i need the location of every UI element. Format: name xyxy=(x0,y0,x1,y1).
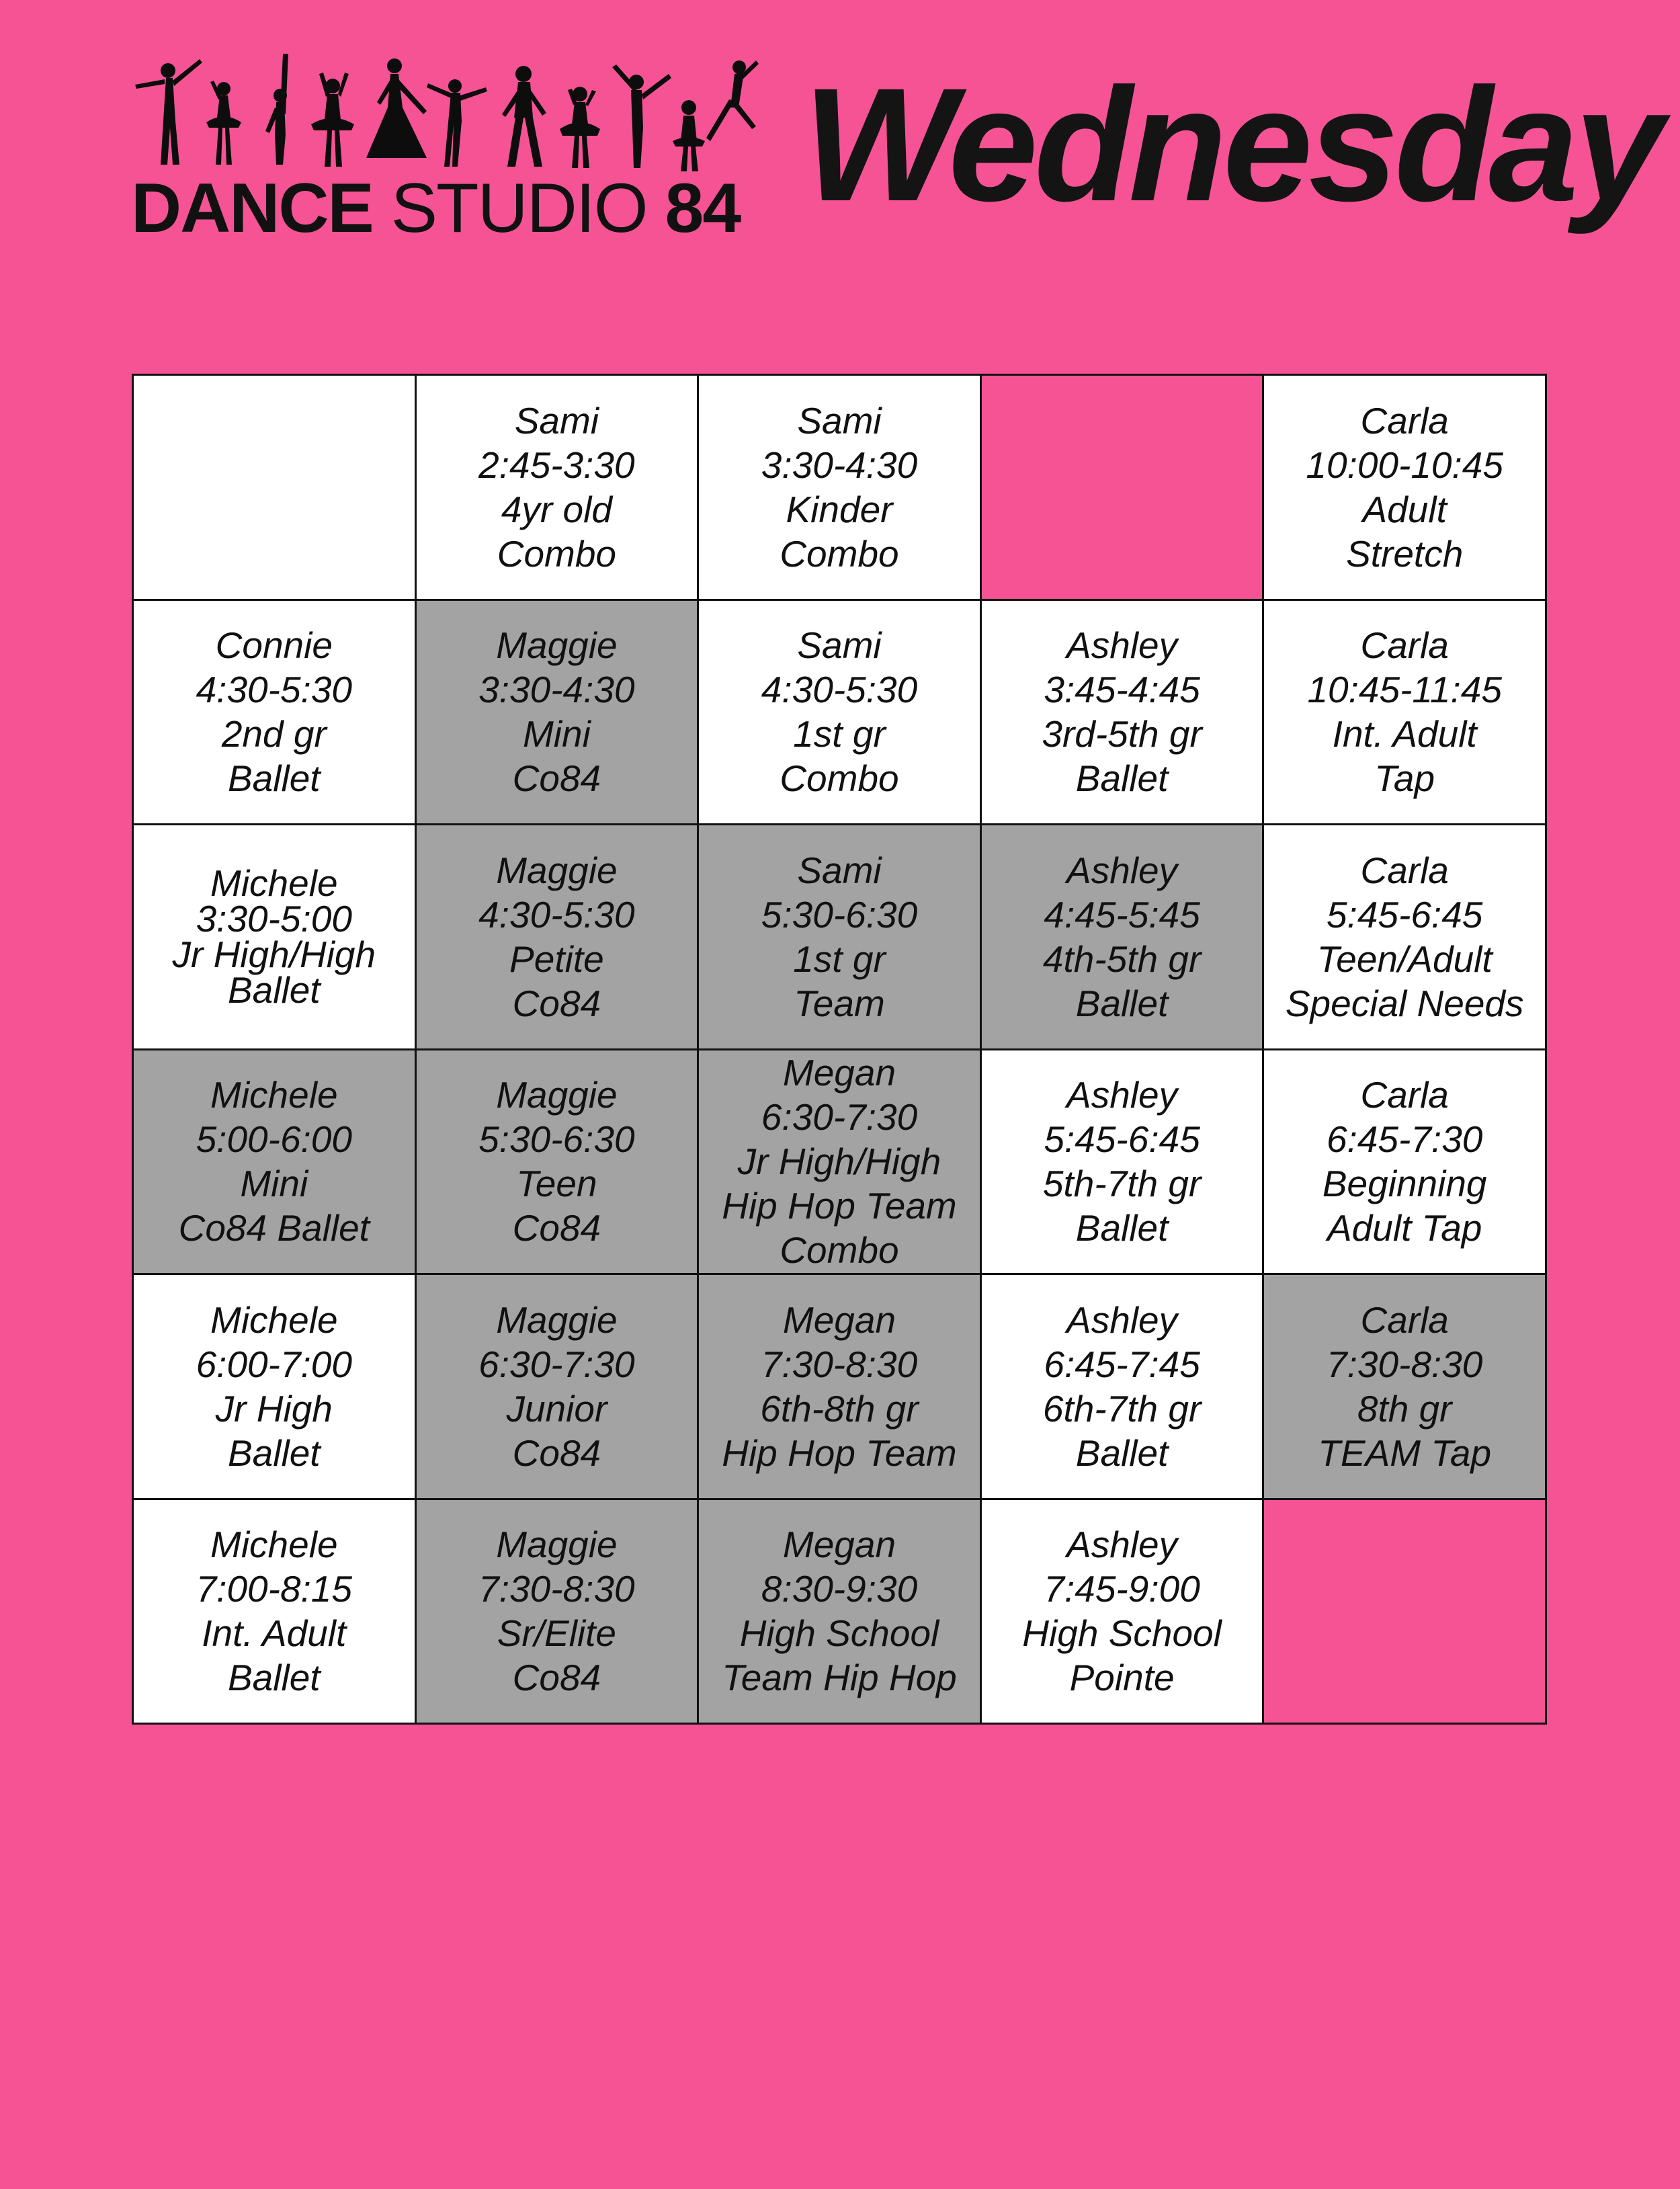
class-level: Teen/Adult xyxy=(1316,938,1493,980)
class-style: Tap xyxy=(1374,757,1435,800)
class-time: 3:30-5:00 xyxy=(196,897,352,940)
class-details xyxy=(722,1298,957,1475)
class-extra: Combo xyxy=(780,1229,899,1272)
class-level: Jr High xyxy=(215,1387,333,1430)
class-cell xyxy=(1264,1050,1547,1276)
class-details xyxy=(1043,848,1201,1026)
instructor-name: Michele xyxy=(210,1298,338,1341)
brand-name-bold: DANCE xyxy=(131,169,373,247)
dancer-silhouette xyxy=(560,87,600,168)
dancer-silhouette xyxy=(366,58,427,158)
class-details xyxy=(761,399,917,576)
class-style: Hip Hop Team xyxy=(722,1185,957,1227)
page-title-day: Wednesday xyxy=(803,54,1661,235)
instructor-name: Carla xyxy=(1360,624,1449,667)
class-style: Ballet xyxy=(1075,757,1169,800)
studio-logo xyxy=(131,47,759,247)
class-details xyxy=(172,862,376,1011)
dancer-silhouette xyxy=(311,73,354,167)
class-cell xyxy=(134,601,417,826)
class-style: Combo xyxy=(497,532,617,575)
class-details xyxy=(478,848,634,1026)
class-details xyxy=(1306,399,1503,576)
dancer-silhouette xyxy=(502,66,546,167)
class-style: Pointe xyxy=(1069,1657,1175,1699)
class-style: Combo xyxy=(780,757,899,800)
class-schedule-grid xyxy=(132,374,1547,1725)
class-style: Ballet xyxy=(227,968,321,1011)
class-style: Special Needs xyxy=(1285,982,1524,1024)
class-cell xyxy=(417,1500,700,1725)
class-style: Combo xyxy=(780,532,899,575)
dancer-silhouette xyxy=(427,79,487,167)
class-style: Co84 Ballet xyxy=(178,1207,370,1249)
class-details xyxy=(196,1298,352,1475)
instructor-name: Maggie xyxy=(496,1298,618,1341)
instructor-name: Michele xyxy=(210,862,338,904)
dancer-silhouette xyxy=(135,59,202,165)
dancer-silhouette xyxy=(673,100,705,171)
class-level: Teen xyxy=(516,1163,597,1205)
instructor-name: Maggie xyxy=(496,1524,618,1566)
class-time: 4:30-5:30 xyxy=(196,669,352,711)
brand-number: 84 xyxy=(665,169,741,247)
class-cell xyxy=(417,1050,700,1276)
brand-name-light: STUDIO xyxy=(372,169,665,247)
class-cell xyxy=(982,1050,1265,1276)
class-time: 6:45-7:30 xyxy=(1326,1118,1483,1161)
class-cell xyxy=(982,601,1265,826)
class-cell xyxy=(417,601,700,826)
empty-cell xyxy=(134,376,417,601)
class-cell xyxy=(1264,376,1547,601)
class-time: 2:45-3:30 xyxy=(478,444,635,486)
class-style: Adult Tap xyxy=(1327,1207,1482,1249)
class-details xyxy=(478,1522,634,1700)
class-level: 1st gr xyxy=(793,938,886,980)
class-level: 2nd gr xyxy=(221,713,327,755)
class-time: 7:45-9:00 xyxy=(1044,1568,1200,1610)
class-cell xyxy=(134,825,417,1050)
class-time: 3:45-4:45 xyxy=(1044,669,1200,711)
class-level: Jr High/High xyxy=(737,1141,941,1183)
class-time: 5:30-6:30 xyxy=(761,893,918,936)
class-level: High School xyxy=(739,1612,939,1655)
class-level: 4th-5th gr xyxy=(1042,938,1202,980)
class-details xyxy=(722,1522,957,1700)
class-style: Co84 xyxy=(512,757,601,800)
class-details xyxy=(1043,1073,1201,1250)
class-level: 4yr old xyxy=(501,488,612,530)
class-details xyxy=(1022,1522,1222,1700)
dancer-silhouette xyxy=(206,81,241,165)
instructor-name: Sami xyxy=(797,624,882,667)
instructor-name: Carla xyxy=(1360,399,1449,442)
class-style: Ballet xyxy=(227,757,321,800)
class-level: Kinder xyxy=(786,488,893,530)
class-details xyxy=(478,623,634,800)
class-details xyxy=(1322,1073,1487,1250)
class-cell xyxy=(699,1275,982,1500)
class-level: 1st gr xyxy=(793,713,886,755)
class-level: High School xyxy=(1022,1612,1222,1655)
instructor-name: Ashley xyxy=(1066,1524,1178,1566)
instructor-name: Sami xyxy=(797,399,882,442)
class-style: Co84 xyxy=(512,1657,601,1699)
dancer-silhouette xyxy=(706,60,759,141)
instructor-name: Maggie xyxy=(496,1074,618,1116)
class-time: 7:30-8:30 xyxy=(1326,1343,1483,1385)
class-time: 7:30-8:30 xyxy=(478,1568,635,1610)
class-level: Mini xyxy=(522,713,591,755)
class-style: Ballet xyxy=(1075,1207,1169,1249)
class-cell xyxy=(417,1275,700,1500)
class-level: 3rd-5th gr xyxy=(1042,713,1202,755)
instructor-name: Carla xyxy=(1360,1074,1449,1116)
class-cell xyxy=(699,1050,982,1276)
class-level: Petite xyxy=(509,938,604,980)
class-cell xyxy=(982,1275,1265,1500)
class-time: 4:30-5:30 xyxy=(761,669,918,711)
class-style: Co84 xyxy=(512,1207,601,1249)
class-level: Adult xyxy=(1362,488,1447,530)
instructor-name: Ashley xyxy=(1066,849,1178,891)
class-time: 5:45-6:45 xyxy=(1326,893,1483,936)
instructor-name: Maggie xyxy=(496,624,618,667)
dancer-silhouette xyxy=(612,65,671,168)
class-time: 10:00-10:45 xyxy=(1306,444,1503,486)
class-time: 8:30-9:30 xyxy=(761,1568,918,1610)
class-details xyxy=(761,623,917,800)
class-cell xyxy=(699,825,982,1050)
class-level: Beginning xyxy=(1322,1163,1487,1205)
instructor-name: Ashley xyxy=(1066,624,1178,667)
class-cell xyxy=(134,1050,417,1276)
instructor-name: Michele xyxy=(210,1074,338,1116)
instructor-name: Ashley xyxy=(1066,1298,1178,1341)
class-level: 5th-7th gr xyxy=(1042,1163,1202,1205)
class-details xyxy=(478,1073,634,1250)
class-time: 5:30-6:30 xyxy=(478,1118,635,1161)
instructor-name: Ashley xyxy=(1066,1074,1178,1116)
class-details xyxy=(196,623,352,800)
class-level: 8th gr xyxy=(1357,1387,1452,1430)
class-cell xyxy=(699,601,982,826)
class-level: Mini xyxy=(240,1163,308,1205)
class-level: Jr High/High xyxy=(172,933,376,975)
instructor-name: Carla xyxy=(1360,849,1449,891)
class-style: Team Hip Hop xyxy=(722,1657,957,1699)
class-style: Co84 xyxy=(512,1432,601,1474)
class-details xyxy=(761,848,917,1026)
class-style: Ballet xyxy=(1075,982,1169,1024)
brand-wordmark xyxy=(131,171,759,245)
class-time: 5:45-6:45 xyxy=(1044,1118,1200,1161)
instructor-name: Carla xyxy=(1360,1298,1449,1341)
class-time: 10:45-11:45 xyxy=(1307,669,1502,711)
class-style: Co84 xyxy=(512,982,601,1024)
class-details xyxy=(1043,1298,1201,1475)
instructor-name: Maggie xyxy=(496,849,618,891)
instructor-name: Megan xyxy=(782,1298,896,1341)
class-style: Ballet xyxy=(1075,1432,1169,1474)
class-style: Ballet xyxy=(227,1432,321,1474)
class-level: 6th-8th gr xyxy=(760,1387,919,1430)
class-details xyxy=(179,1073,370,1250)
class-level: Sr/Elite xyxy=(497,1612,617,1655)
instructor-name: Sami xyxy=(797,849,882,891)
class-time: 4:30-5:30 xyxy=(478,893,635,936)
class-time: 6:00-7:00 xyxy=(196,1343,352,1385)
class-details xyxy=(478,399,634,576)
class-time: 5:00-6:00 xyxy=(196,1118,352,1161)
empty-cell xyxy=(1264,1500,1547,1725)
class-cell xyxy=(699,1500,982,1725)
class-time: 3:30-4:30 xyxy=(478,669,635,711)
class-style: Stretch xyxy=(1346,532,1464,575)
dancer-silhouette xyxy=(265,54,288,165)
class-cell xyxy=(1264,1275,1547,1500)
class-cell xyxy=(417,825,700,1050)
class-details xyxy=(1307,623,1502,800)
class-level: Int. Adult xyxy=(202,1612,347,1655)
class-style: Team xyxy=(794,982,885,1024)
class-style: TEAM Tap xyxy=(1318,1432,1492,1474)
class-details xyxy=(478,1298,634,1475)
class-cell xyxy=(417,376,700,601)
class-details xyxy=(1318,1298,1491,1475)
instructor-name: Michele xyxy=(210,1524,338,1566)
class-details xyxy=(1286,848,1524,1026)
class-cell xyxy=(982,1500,1265,1725)
class-cell xyxy=(1264,825,1547,1050)
class-time: 6:30-7:30 xyxy=(761,1096,918,1139)
empty-cell xyxy=(982,376,1265,601)
class-level: Int. Adult xyxy=(1332,713,1477,755)
instructor-name: Sami xyxy=(514,399,599,442)
class-level: 6th-7th gr xyxy=(1042,1387,1202,1430)
class-time: 7:00-8:15 xyxy=(196,1568,352,1610)
class-cell xyxy=(699,376,982,601)
class-details xyxy=(1042,623,1202,800)
class-time: 3:30-4:30 xyxy=(761,444,918,486)
class-time: 6:30-7:30 xyxy=(478,1343,635,1385)
class-details xyxy=(722,1050,957,1272)
class-style: Ballet xyxy=(227,1657,321,1699)
class-cell xyxy=(134,1500,417,1725)
class-time: 4:45-5:45 xyxy=(1044,893,1200,936)
class-cell xyxy=(982,825,1265,1050)
instructor-name: Megan xyxy=(782,1052,896,1094)
class-level: Junior xyxy=(506,1387,607,1430)
class-time: 6:45-7:45 xyxy=(1044,1343,1200,1385)
class-cell xyxy=(134,1275,417,1500)
class-cell xyxy=(1264,601,1547,826)
instructor-name: Megan xyxy=(782,1524,896,1566)
class-details xyxy=(196,1522,352,1700)
dancer-silhouettes-graphic xyxy=(131,47,759,185)
class-style: Hip Hop Team xyxy=(722,1432,957,1474)
instructor-name: Connie xyxy=(215,624,333,667)
class-time: 7:30-8:30 xyxy=(761,1343,918,1385)
